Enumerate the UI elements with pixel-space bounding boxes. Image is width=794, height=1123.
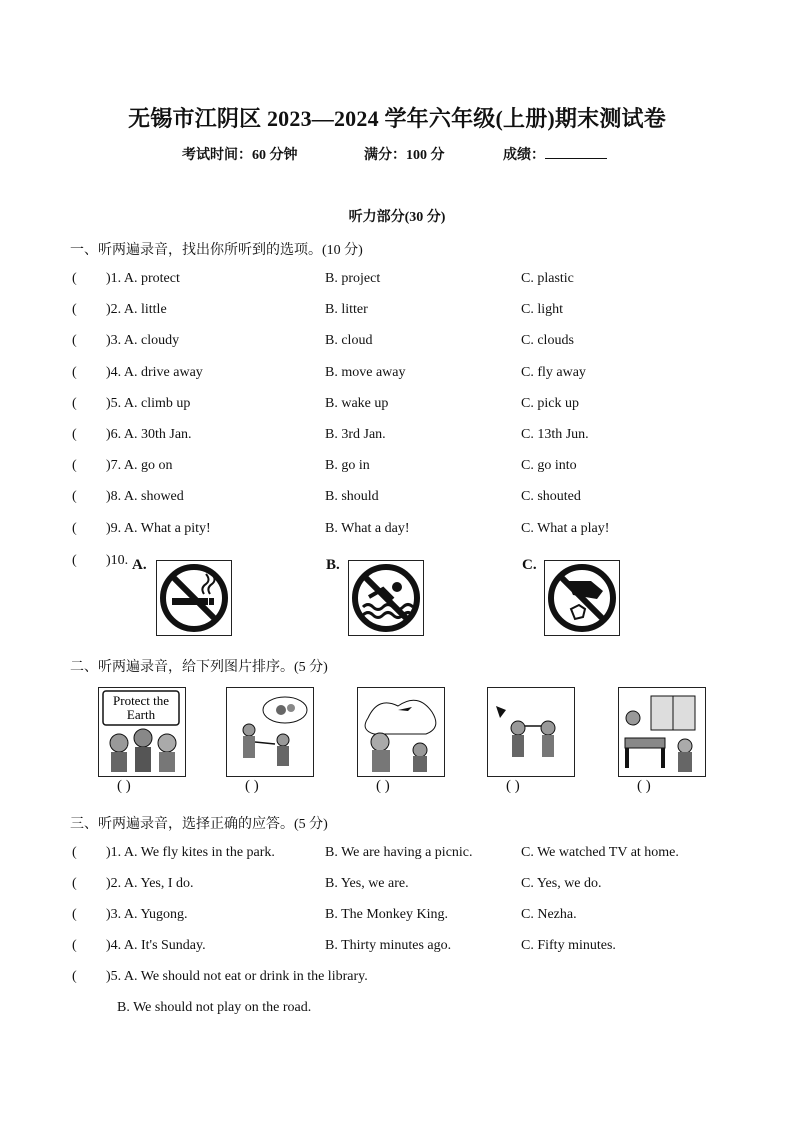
option-b-label: B. bbox=[326, 557, 340, 573]
question-row bbox=[0, 489, 794, 509]
question-row bbox=[0, 969, 794, 989]
option-b[interactable]: B. The Monkey King. bbox=[325, 907, 449, 922]
question-row bbox=[0, 521, 794, 541]
page-title: 无锡市江阴区 2023—2024 学年六年级(上册)期末测试卷 bbox=[128, 106, 666, 131]
picture-3-cat-and-plane bbox=[357, 687, 445, 777]
grade-label: 成绩： bbox=[503, 148, 545, 163]
option-c[interactable]: C. Fifty minutes. bbox=[521, 938, 616, 953]
option-b[interactable]: B. 3rd Jan. bbox=[325, 427, 386, 442]
section-3-heading: 三、听两遍录音，选择正确的应答。(5 分) bbox=[70, 817, 328, 832]
answer-paren[interactable]: ( bbox=[72, 520, 77, 536]
answer-paren[interactable]: ( bbox=[72, 364, 77, 380]
option-c[interactable]: C. We watched TV at home. bbox=[521, 845, 679, 860]
pic1-text-line2: Earth bbox=[126, 707, 156, 722]
option-c-label: C. bbox=[522, 557, 537, 573]
option-c[interactable]: C. What a play! bbox=[521, 520, 610, 536]
option-c[interactable]: C. Nezha. bbox=[521, 907, 577, 922]
option-c[interactable]: C. clouds bbox=[521, 333, 574, 349]
no-smoking-icon bbox=[156, 560, 232, 636]
answer-paren[interactable]: ( bbox=[72, 969, 77, 984]
question-row bbox=[0, 938, 794, 958]
option-b[interactable]: B. wake up bbox=[325, 395, 389, 411]
option-a[interactable]: )6. A. 30th Jan. bbox=[106, 427, 192, 442]
answer-paren[interactable]: ( bbox=[72, 489, 77, 505]
question-row bbox=[0, 333, 794, 353]
option-a[interactable]: )9. A. What a pity! bbox=[106, 520, 211, 536]
answer-paren[interactable]: ( bbox=[72, 458, 77, 474]
picture-4-mice-plane bbox=[487, 687, 575, 777]
exam-time: 考试时间：60 分钟 bbox=[182, 148, 298, 163]
option-b[interactable]: B. should bbox=[325, 489, 379, 505]
option-a[interactable]: )3. A. cloudy bbox=[106, 333, 180, 349]
question-row bbox=[0, 876, 794, 896]
option-c[interactable]: C. plastic bbox=[521, 271, 574, 286]
answer-paren[interactable]: ( bbox=[72, 333, 77, 349]
option-a[interactable]: )3. A. Yugong. bbox=[106, 907, 188, 922]
option-a[interactable]: )1. A. We fly kites in the park. bbox=[106, 845, 275, 860]
order-paren-4[interactable]: ( ) bbox=[506, 778, 520, 794]
listening-section-title: 听力部分(30 分) bbox=[348, 210, 446, 225]
question-number: )10. bbox=[106, 553, 129, 568]
answer-paren[interactable]: ( bbox=[72, 876, 77, 891]
question-row bbox=[0, 427, 794, 447]
option-a[interactable]: )7. A. go on bbox=[106, 458, 173, 474]
option-c[interactable]: C. go into bbox=[521, 458, 577, 474]
option-a[interactable]: )2. A. little bbox=[106, 302, 167, 318]
no-littering-icon bbox=[544, 560, 620, 636]
section-2-heading: 二、听两遍录音，给下列图片排序。(5 分) bbox=[70, 660, 328, 675]
pic1-text-line1: Protect the bbox=[113, 693, 169, 708]
question-row bbox=[0, 302, 794, 322]
option-b[interactable]: B. go in bbox=[325, 458, 370, 474]
question-row bbox=[0, 271, 794, 291]
grade-blank[interactable] bbox=[545, 144, 607, 159]
option-b[interactable]: B. Thirty minutes ago. bbox=[325, 938, 452, 953]
option-b[interactable]: B. project bbox=[325, 271, 381, 286]
order-paren-3[interactable]: ( ) bbox=[376, 778, 390, 794]
option-a[interactable]: )5. A. We should not eat or drink in the library. bbox=[106, 969, 368, 984]
grade-field bbox=[503, 144, 607, 164]
option-a[interactable]: )2. A. Yes, I do. bbox=[106, 876, 194, 891]
option-b[interactable]: B. We are having a picnic. bbox=[325, 845, 473, 860]
question-row bbox=[0, 458, 794, 478]
option-a[interactable]: )4. A. drive away bbox=[106, 364, 203, 380]
question-row bbox=[0, 365, 794, 385]
question-row-continued bbox=[0, 1000, 794, 1020]
picture-2-thinking-mice bbox=[226, 687, 314, 777]
answer-paren[interactable]: ( bbox=[72, 938, 77, 953]
option-c[interactable]: C. light bbox=[521, 302, 564, 318]
answer-paren[interactable]: ( bbox=[72, 271, 77, 286]
picture-5-classroom bbox=[618, 687, 706, 777]
option-b[interactable]: B. Yes, we are. bbox=[325, 876, 409, 891]
answer-paren[interactable]: ( bbox=[72, 907, 77, 922]
question-row bbox=[0, 845, 794, 865]
option-a[interactable]: )5. A. climb up bbox=[106, 395, 191, 411]
answer-paren[interactable]: ( bbox=[72, 427, 77, 442]
option-b[interactable]: B. litter bbox=[325, 302, 368, 318]
picture-1-protect-earth bbox=[98, 687, 186, 777]
no-swimming-icon bbox=[348, 560, 424, 636]
question-row bbox=[0, 907, 794, 927]
option-a-label: A. bbox=[132, 557, 147, 573]
question-row bbox=[0, 396, 794, 416]
answer-paren[interactable]: ( bbox=[72, 845, 77, 860]
option-a[interactable]: )4. A. It's Sunday. bbox=[106, 938, 206, 953]
option-c[interactable]: C. pick up bbox=[521, 395, 579, 411]
answer-paren[interactable]: ( bbox=[72, 395, 77, 411]
answer-paren[interactable]: ( bbox=[72, 553, 77, 568]
full-score: 满分：100 分 bbox=[364, 148, 445, 163]
option-c[interactable]: C. 13th Jun. bbox=[521, 427, 589, 442]
option-a[interactable]: )1. A. protect bbox=[106, 271, 180, 286]
section-1-heading: 一、听两遍录音，找出你所听到的选项。(10 分) bbox=[70, 243, 363, 258]
option-b[interactable]: B. move away bbox=[325, 364, 406, 380]
order-paren-5[interactable]: ( ) bbox=[637, 778, 651, 794]
option-b[interactable]: B. We should not play on the road. bbox=[117, 1000, 312, 1015]
option-b[interactable]: B. What a day! bbox=[325, 520, 410, 536]
option-a[interactable]: )8. A. showed bbox=[106, 489, 184, 505]
order-paren-1[interactable]: ( ) bbox=[117, 778, 131, 794]
option-c[interactable]: C. Yes, we do. bbox=[521, 876, 602, 891]
option-c[interactable]: C. shouted bbox=[521, 489, 581, 505]
option-b[interactable]: B. cloud bbox=[325, 333, 373, 349]
order-paren-2[interactable]: ( ) bbox=[245, 778, 259, 794]
option-c[interactable]: C. fly away bbox=[521, 364, 586, 380]
answer-paren[interactable]: ( bbox=[72, 302, 77, 318]
